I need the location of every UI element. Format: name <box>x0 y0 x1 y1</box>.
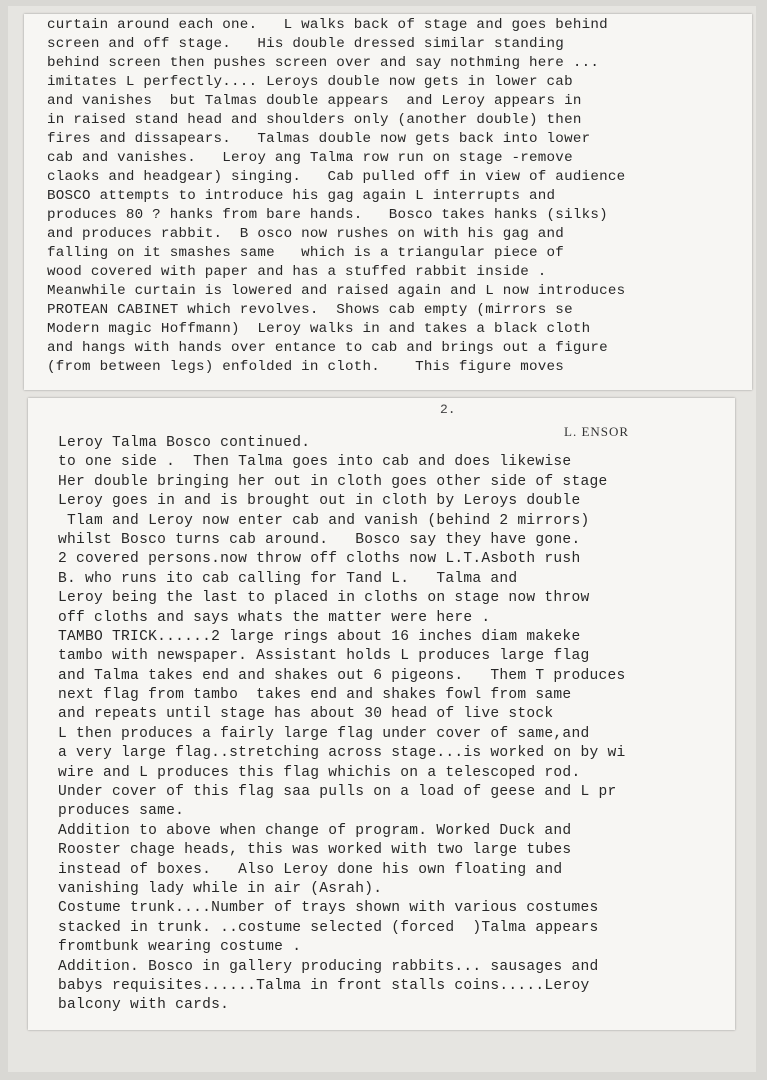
typed-line: fromtbunk wearing costume . <box>58 939 302 956</box>
typed-line: produces 80 ? hanks from bare hands. Bosco takes hanks (silks) <box>47 207 608 223</box>
typed-line: Addition. Bosco in gallery producing rabbits... sausages and <box>58 958 599 975</box>
typed-line: whilst Bosco turns cab around. Bosco say they have gone. <box>58 531 581 548</box>
typed-line: a very large flag..stretching across stage...is worked on by wi <box>58 745 626 762</box>
typed-line: to one side . Then Talma goes into cab and does likewise <box>58 454 572 471</box>
typed-line: balcony with cards. <box>58 997 230 1014</box>
sheet-number-mark: 2. <box>440 402 456 417</box>
typed-line: Meanwhile curtain is lowered and raised again and L now introduces <box>47 283 626 299</box>
typed-line: stacked in trunk. ..costume selected (forced )Talma appears <box>58 919 599 936</box>
typed-line: Tlam and Leroy now enter cab and vanish (behind 2 mirrors) <box>58 512 590 529</box>
typed-line: produces same. <box>58 803 185 820</box>
typed-line: Leroy goes in and is brought out in cloth by Leroys double <box>58 493 581 510</box>
typed-line: off cloths and says whats the matter were here . <box>58 609 491 626</box>
typed-line: Leroy being the last to placed in cloths on stage now throw <box>58 590 590 607</box>
typed-line: screen and off stage. His double dressed similar standing <box>47 36 565 52</box>
typed-line: 2 covered persons.now throw off cloths now L.T.Asboth rush <box>58 551 581 568</box>
typed-line: Her double bringing her out in cloth goes other side of stage <box>58 473 608 490</box>
typed-line: claoks and headgear) singing. Cab pulled off in view of audience <box>47 169 626 185</box>
typed-line: tambo with newspaper. Assistant holds L produces large flag <box>58 648 590 665</box>
typed-line: Costume trunk....Number of trays shown with various costumes <box>58 900 599 917</box>
sheet-top-text <box>47 16 625 377</box>
typed-line: Leroy Talma Bosco continued. <box>58 435 311 451</box>
typed-line: TAMBO TRICK......2 large rings about 16 inches diam makeke <box>58 628 581 645</box>
typed-line: babys requisites......Talma in front stalls coins.....Leroy <box>58 977 590 994</box>
typed-line: Addition to above when change of program. Worked Duck and <box>58 822 572 839</box>
typed-line: L then produces a fairly large flag under cover of same,and <box>58 725 590 742</box>
typed-line: wood covered with paper and has a stuffed rabbit inside . <box>47 264 547 280</box>
typed-sheet-top <box>24 14 752 390</box>
typed-sheet-bottom <box>28 398 735 1030</box>
sheet-bottom-text <box>58 434 625 1016</box>
typed-line: cab and vanishes. Leroy ang Talma row run on stage -remove <box>47 150 573 166</box>
typed-line: and repeats until stage has about 30 head of live stock <box>58 706 554 723</box>
typed-line: PROTEAN CABINET which revolves. Shows cab empty (mirrors se <box>47 302 573 318</box>
typed-line: Under cover of this flag saa pulls on a load of geese and L pr <box>58 784 617 801</box>
typed-line: and produces rabbit. B osco now rushes on with his gag and <box>47 226 565 242</box>
author-label: L. ENSOR <box>564 424 630 439</box>
typed-line: and hangs with hands over entance to cab and brings out a figure <box>47 340 608 356</box>
typed-line: next flag from tambo takes end and shakes fowl from same <box>58 687 572 704</box>
typed-line: and Talma takes end and shakes out 6 pigeons. Them T produces <box>58 667 626 684</box>
typed-line: BOSCO attempts to introduce his gag again L interrupts and <box>47 188 556 204</box>
typed-line: instead of boxes. Also Leroy done his own floating and <box>58 861 563 878</box>
typed-line: and vanishes but Talmas double appears and Leroy appears in <box>47 93 582 109</box>
typed-line: Rooster chage heads, this was worked with two large tubes <box>58 842 572 859</box>
typed-line: B. who runs ito cab calling for Tand L. Talma and <box>58 570 518 587</box>
typed-line: imitates L perfectly.... Leroys double now gets in lower cab <box>47 74 573 90</box>
typed-line: fires and dissapears. Talmas double now gets back into lower <box>47 131 591 147</box>
typed-line: curtain around each one. L walks back of stage and goes behind <box>47 17 608 33</box>
typed-line: Modern magic Hoffmann) Leroy walks in and takes a black cloth <box>47 321 591 337</box>
typed-line: vanishing lady while in air (Asrah). <box>58 880 383 897</box>
typed-line: falling on it smashes same which is a triangular piece of <box>47 245 565 261</box>
typed-line: in raised stand head and shoulders only (another double) then <box>47 112 582 128</box>
typed-line: behind screen then pushes screen over and say nothming here ... <box>47 55 600 71</box>
typed-line: (from between legs) enfolded in cloth. This figure moves <box>47 359 565 375</box>
typed-line: wire and L produces this flag whichis on a telescoped rod. <box>58 764 581 781</box>
